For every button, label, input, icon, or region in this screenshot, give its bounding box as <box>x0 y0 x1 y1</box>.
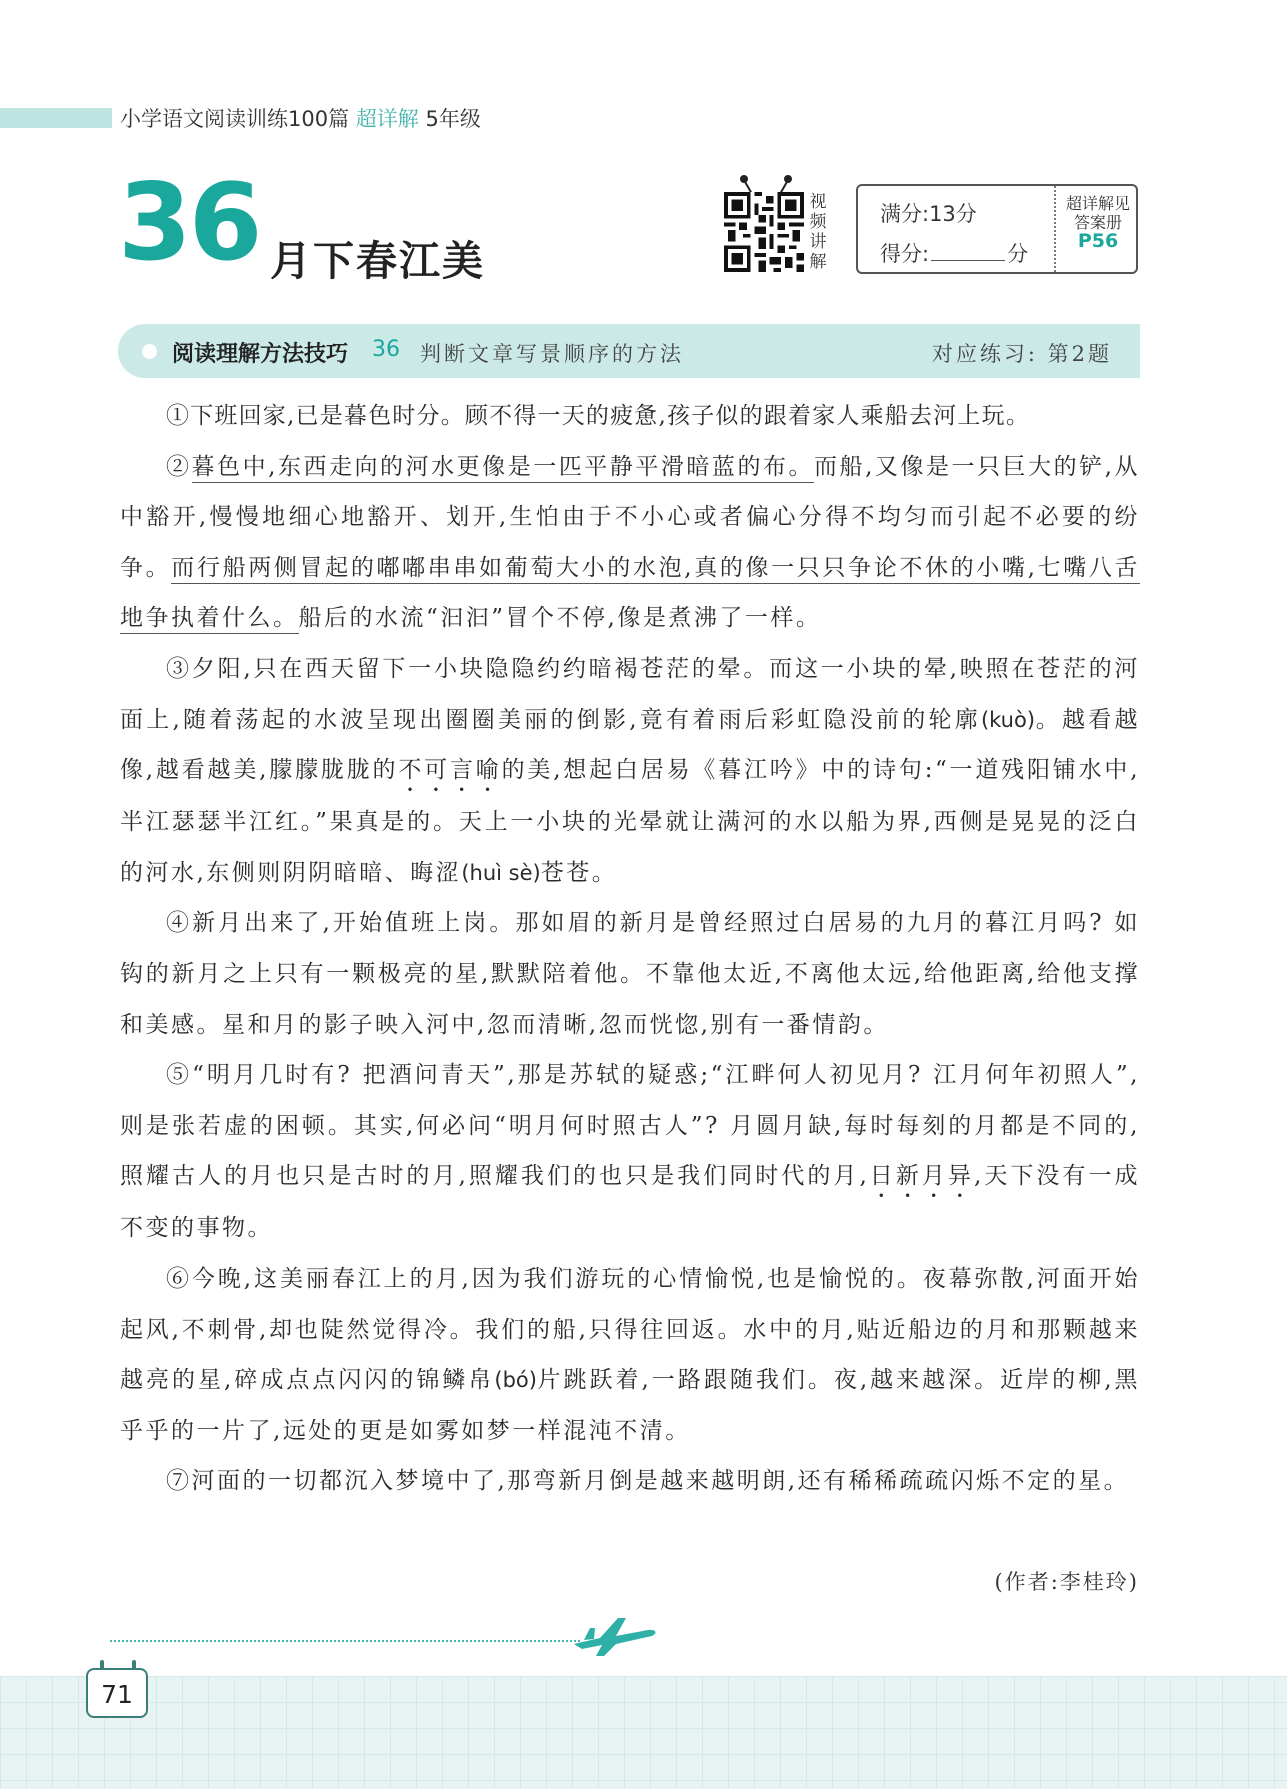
paragraph-3 <box>120 644 1140 898</box>
book-accent: 超详解 <box>355 107 419 131</box>
text-span: 的美,想起白居易《暮江吟》中的诗句:“一道残阳铺水中,半江瑟瑟半江红。”果真是的。天上一小块的光晕就让满河的水以船为界,西侧是晃晃的泛白的河水,东侧则阴阴暗暗、晦涩 <box>120 757 1141 886</box>
pinyin-annotation: (kuò) <box>980 707 1036 732</box>
paragraph-2 <box>120 442 1140 644</box>
page-number-box <box>86 1668 148 1718</box>
qr-caption-char: 讲 <box>809 232 827 252</box>
text-span: 而船,又像是一只巨大的铲,从中豁开,慢慢地细心地豁开、划开,生怕由于不小心或者偏心分得不均匀而引起不必要的纷争。 <box>120 453 1141 581</box>
running-header <box>120 103 481 133</box>
underlined-sentence: 暮色中,东西走向的河水更像是一匹平静平滑暗蓝的布。 <box>192 454 815 483</box>
score-blank[interactable] <box>931 260 1005 261</box>
qr-code-icon[interactable] <box>724 192 804 272</box>
emphasized-word: 日新月异 <box>869 1163 974 1190</box>
answer-reference <box>1058 194 1138 251</box>
underlined-sentence: 而行船两侧冒起的嘟嘟串串如葡萄大小的水泡,真的像一只只争论不休的小嘴,七嘴八舌地争执着什么。 <box>120 555 1140 635</box>
paragraph-marker: ② <box>166 453 192 480</box>
text-span: ⑤“明月几时有? 把酒问青天”,那是苏轼的疑惑;“江畔何人初见月? 江月何年初照人”,则是张若虚的困顿。其实,何必问“明月何时照古人”? 月圆月缺,每时每刻的月都是不同的,照耀古人的月也只是古时的月,照耀我们的也只是我们同时代的月, <box>120 1062 1140 1190</box>
banner-dot-icon <box>142 344 157 359</box>
paragraph-7: ⑦河面的一切都沉入梦境中了,那弯新月倒是越来越明朗,还有稀稀疏疏闪烁不定的星。 <box>166 1468 1130 1495</box>
answer-page: P56 <box>1077 230 1119 252</box>
pinyin-annotation: (huì sè) <box>461 860 541 885</box>
text-span: 。越看越像,越看越美,朦朦胧胧的 <box>120 706 1141 784</box>
qr-caption-char: 频 <box>809 212 827 232</box>
paragraph-6 <box>120 1254 1140 1456</box>
got-score <box>880 238 1028 268</box>
footer-dotted-line <box>110 1640 580 1642</box>
score-divider <box>1054 186 1056 272</box>
passage <box>120 391 1140 1507</box>
method-banner <box>118 324 1140 378</box>
method-title: 阅读理解方法技巧 <box>172 342 349 367</box>
paragraph-1: ①下班回家,已是暮色时分。顾不得一天的疲惫,孩子似的跟着家人乘船去河上玩。 <box>166 403 1031 429</box>
airplane-icon <box>570 1604 660 1660</box>
full-score: 满分:13分 <box>880 202 977 226</box>
answer-ref-line: 答案册 <box>1073 213 1122 232</box>
got-score-unit: 分 <box>1007 242 1029 266</box>
got-score-label: 得分: <box>880 242 930 266</box>
method-number: 36 <box>372 337 400 362</box>
author-credit: (作者:李桂玲) <box>994 1570 1139 1594</box>
header-accent-bar <box>0 108 112 128</box>
lesson-number: 36 <box>118 161 260 284</box>
method-subtitle: 判断文章写景顺序的方法 <box>420 342 684 366</box>
text-span: 苍苍。 <box>540 859 618 886</box>
emphasized-word: 不可言喻 <box>398 757 502 784</box>
pinyin-annotation: (bó) <box>494 1368 537 1393</box>
answer-ref-line: 超详解见 <box>1065 194 1130 213</box>
page-number: 71 <box>101 1680 133 1709</box>
lesson-title: 月下春江美 <box>270 237 485 285</box>
book-title: 小学语文阅读训练100篇 <box>120 107 350 131</box>
qr-caption <box>806 192 830 272</box>
qr-caption-char: 解 <box>809 252 827 272</box>
grade-label: 5年级 <box>425 107 481 131</box>
paragraph-5 <box>120 1050 1140 1254</box>
text-span: 片跳跃着,一路跟随我们。夜,越来越深。近岸的柳,黑乎乎的一片了,远处的更是如雾如梦一样混沌不清。 <box>120 1367 1141 1444</box>
text-span: ,天下没有一成不变的事物。 <box>120 1163 1141 1242</box>
practice-reference: 对应练习: 第2题 <box>931 342 1112 366</box>
score-box <box>856 184 1138 274</box>
paragraph-4: ④新月出来了,开始值班上岗。那如眉的新月是曾经照过白居易的九月的暮江月吗? 如钩的新月之上只有一颗极亮的星,默默陪着他。不靠他太近,不离他太远,给他距离,给他支撑和美感。星和月的影子映入河中,忽而清晰,忽而恍惚,别有一番情韵。 <box>120 910 1140 1038</box>
qr-caption-char: 视 <box>809 192 827 212</box>
text-span: ③夕阳,只在西天留下一小块隐隐约约暗褐苍茫的晕。而这一小块的晕,映照在苍茫的河面上,随着荡起的水波呈现出圈圈美丽的倒影,竟有着雨后彩虹隐没前的轮廓 <box>120 655 1140 733</box>
text-span: 船后的水流“汩汩”冒个不停,像是煮沸了一样。 <box>298 605 822 632</box>
footer-grid <box>0 1676 1287 1789</box>
text-span: ⑥今晚,这美丽春江上的月,因为我们游玩的心情愉悦,也是愉悦的。夜幕弥散,河面开始起风,不刺骨,却也陡然觉得冷。我们的船,只得往回返。水中的月,贴近船边的月和那颗越来越亮的星,碎成点点闪闪的锦鳞帛 <box>120 1265 1140 1394</box>
